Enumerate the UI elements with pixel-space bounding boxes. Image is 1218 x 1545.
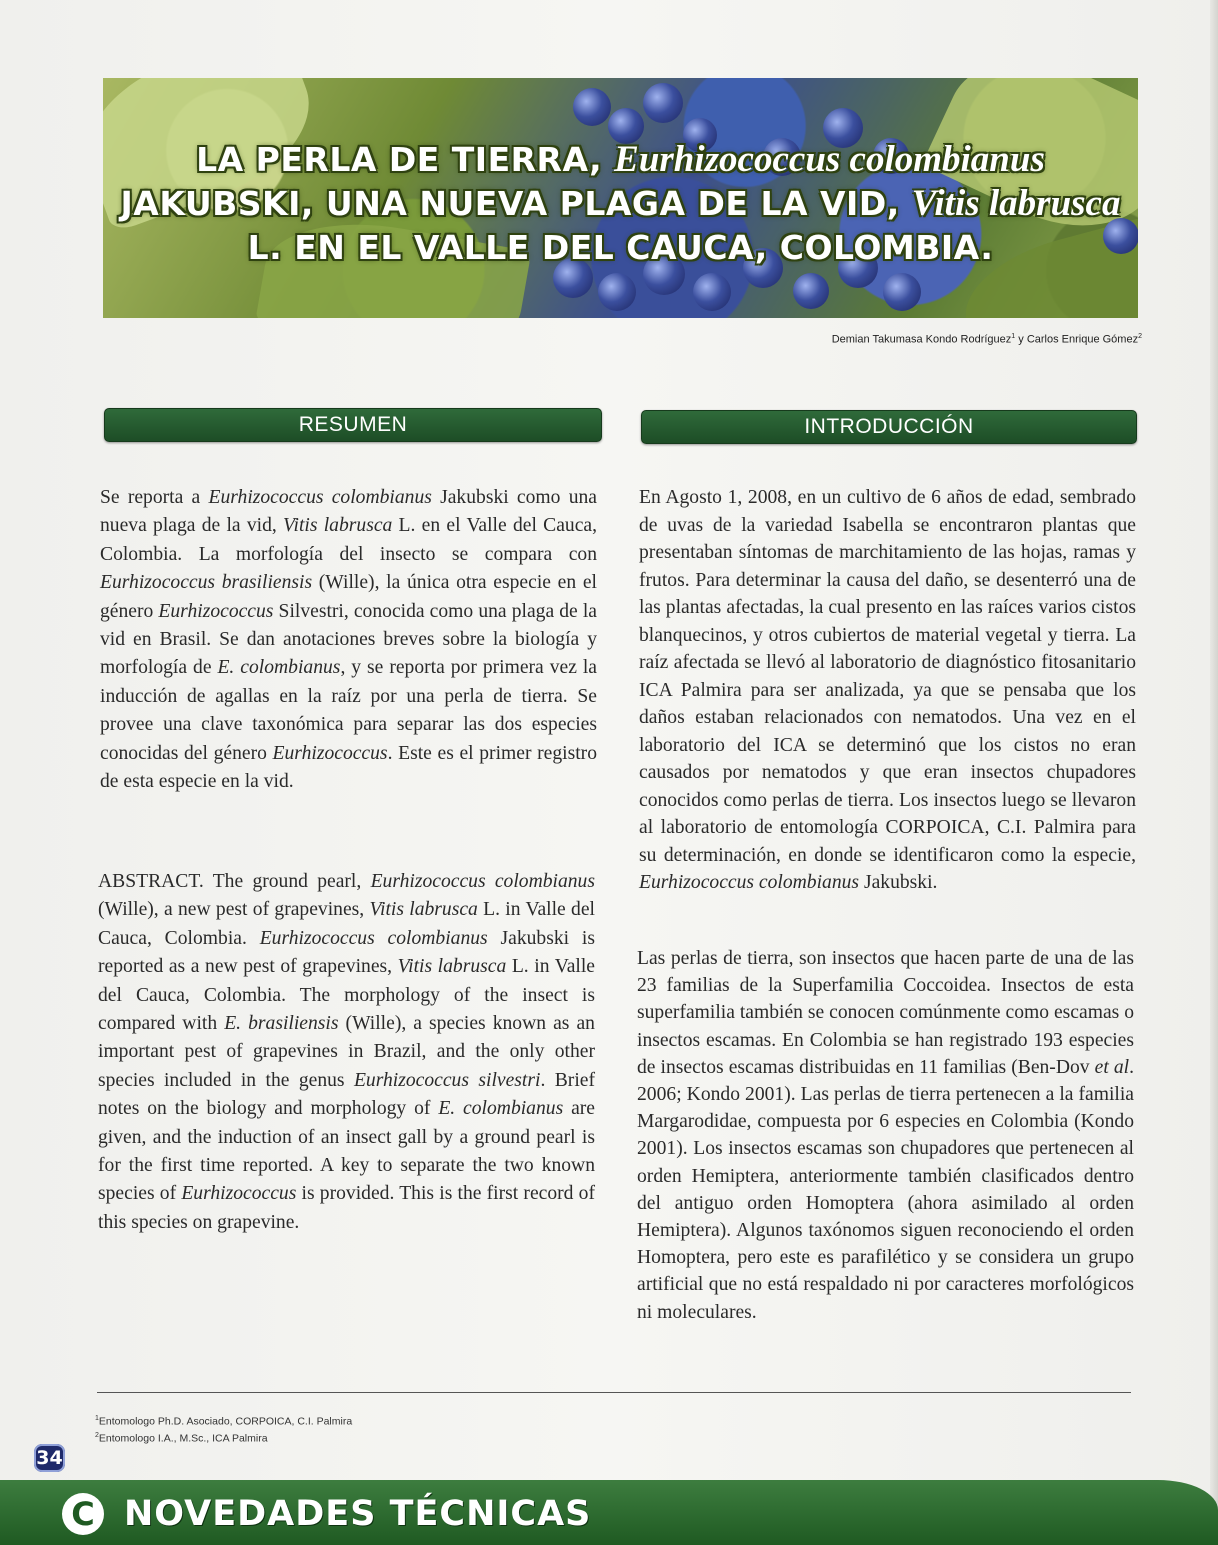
- page-edge: [1210, 0, 1218, 1545]
- author-name: Carlos Enrique Gómez: [1026, 333, 1139, 346]
- banner-image: [103, 78, 1138, 318]
- grape-shape: [573, 88, 611, 126]
- abstract-paragraph: ABSTRACT. The ground pearl, Eurhizococcus colombianus (Wille), a new pest of grapevines, Vitis labrusca L. in Valle del Cauca, Colombia. Eurhizococcus colombianus Jakubski is reported as a new pest of grapevines, Vitis labrusca L. in Valle del Cauca, Colombia. The morphology of the insect is compared with E. brasiliensis (Wille), a species known as an important pest of grapevines in Brazil, and the only other species included in the genus Eurhizococcus silvestri. Brief notes on the biology and morphology of E. colombianus are given, and the induction of an insect gall by a ground pearl is for the first time reported. A key to separate the two known species of Eurhizococcus is provided. This is the first record of this species on grapevine.: [98, 871, 596, 1233]
- introduccion-heading: INTRODUCCIÓN: [641, 410, 1137, 444]
- author-line: [832, 333, 1142, 346]
- footnote-2: $^2$Entomologo I.A., M.Sc., ICA Palmira: [95, 1431, 268, 1444]
- author-joiner: y: [1015, 333, 1027, 346]
- grape-shape: [793, 273, 829, 309]
- title-line-1: [103, 138, 1138, 182]
- magazine-title: NOVEDADES TÉCNICAS: [124, 1494, 592, 1534]
- grape-shape: [643, 83, 683, 123]
- resumen-paragraph: Se reporta a Eurhizococcus colombianus Jakubski como una nueva plaga de la vid, Vitis labrusca L. en el Valle del Cauca, Colombia. La morfología del insecto se compara con Eurhizococcus brasiliensis (Wille), la única otra especie en el género Eurhizococcus Silvestri, conocida como una plaga de la vid en Brasil. Se dan anotaciones breves sobre la biología y morfología de E. colombianus, y se reporta por primera vez la inducción de agallas en la raíz por una perla de tierra. Se provee una clave taxonómica para separar las dos especies conocidas del género Eurhizococcus. Este es el primer registro de esta especie en la vid.: [100, 487, 597, 793]
- title-line-3: [103, 226, 1138, 270]
- page-number: 34: [34, 1444, 65, 1472]
- author-name: Demian Takumasa Kondo Rodríguez: [831, 333, 1012, 346]
- introduccion-paragraph-2: Las perlas de tierra, son insectos que hacen parte de una de las 23 familias de la Superfamilia Coccoidea. Insectos de esta superfamilia también se conocen comúnmente como escamas o insectos escamas. En Colombia se han registrado 193 especies de insectos escamas distribuidas en 11 familias (Ben-Dov et al. 2006; Kondo 2001). Las perlas de tierra pertenecen a la familia Margarodidae, compuesta por 6 especies en Colombia (Kondo 2001). Los insectos escamas son chupadores que pertenecen al orden Hemiptera, anteriormente también clasificados dentro del antiguo orden Homoptera (ahora asimilado al orden Hemiptera). Algunos taxónomos siguen reconociendo el orden Homoptera, pero este es parafilético y se considera un grupo artificial que no está respaldado ni por caracteres morfológicos ni moleculares.: [637, 948, 1134, 1323]
- title-text: EN EL VALLE DEL CAUCA, COLOMBIA.: [294, 228, 994, 267]
- title-text: LA PERLA DE TIERRA,: [196, 140, 603, 179]
- author-sup: 2: [1138, 333, 1142, 340]
- footnotes: [95, 1412, 352, 1445]
- magazine-logo-icon: C: [62, 1493, 104, 1535]
- footnote-1: $^1$Entomologo Ph.D. Asociado, CORPOICA, C.I. Palmira: [95, 1415, 353, 1428]
- article-title: [103, 138, 1138, 270]
- title-species: Vitis labrusca: [911, 183, 1121, 224]
- author-sup: 1: [1011, 333, 1016, 340]
- grape-shape: [598, 273, 636, 311]
- title-line-2: [103, 182, 1138, 226]
- title-text: JAKUBSKI, UNA NUEVA PLAGA DE LA VID,: [120, 184, 900, 223]
- grape-shape: [883, 273, 921, 311]
- introduccion-paragraph-1: En Agosto 1, 2008, en un cultivo de 6 años de edad, sembrado de uvas de la variedad Isabella se encontraron plantas que presentaban síntomas de marchitamiento de las hojas, ramas y frutos. Para determinar la causa del daño, se desenterró una de las plantas afectadas, la cual presento en las raíces varios cistos blanquecinos, y otros cubiertos de material vegetal y tierra. La raíz afectada se llevó al laboratorio de diagnóstico fitosanitario ICA Palmira para ser analizada, ya que se pensaba que los daños estaban relacionados con nematodos. Una vez en el laboratorio del ICA se determinó que los cistos no eran causados por nematodos y que eran insectos chupadores conocidos como perlas de tierra. Los insectos luego se llevaron al laboratorio de entomología CORPOICA, C.I. Palmira para su determinación, en donde se identificaron como la especie, Eurhizococcus colombianus Jakubski.: [639, 487, 1136, 893]
- resumen-heading: RESUMEN: [104, 408, 602, 442]
- title-text: L.: [247, 228, 283, 267]
- footnote-divider: [97, 1392, 1131, 1393]
- grape-shape: [693, 273, 731, 311]
- title-species: Eurhizococcus colombianus: [614, 139, 1045, 180]
